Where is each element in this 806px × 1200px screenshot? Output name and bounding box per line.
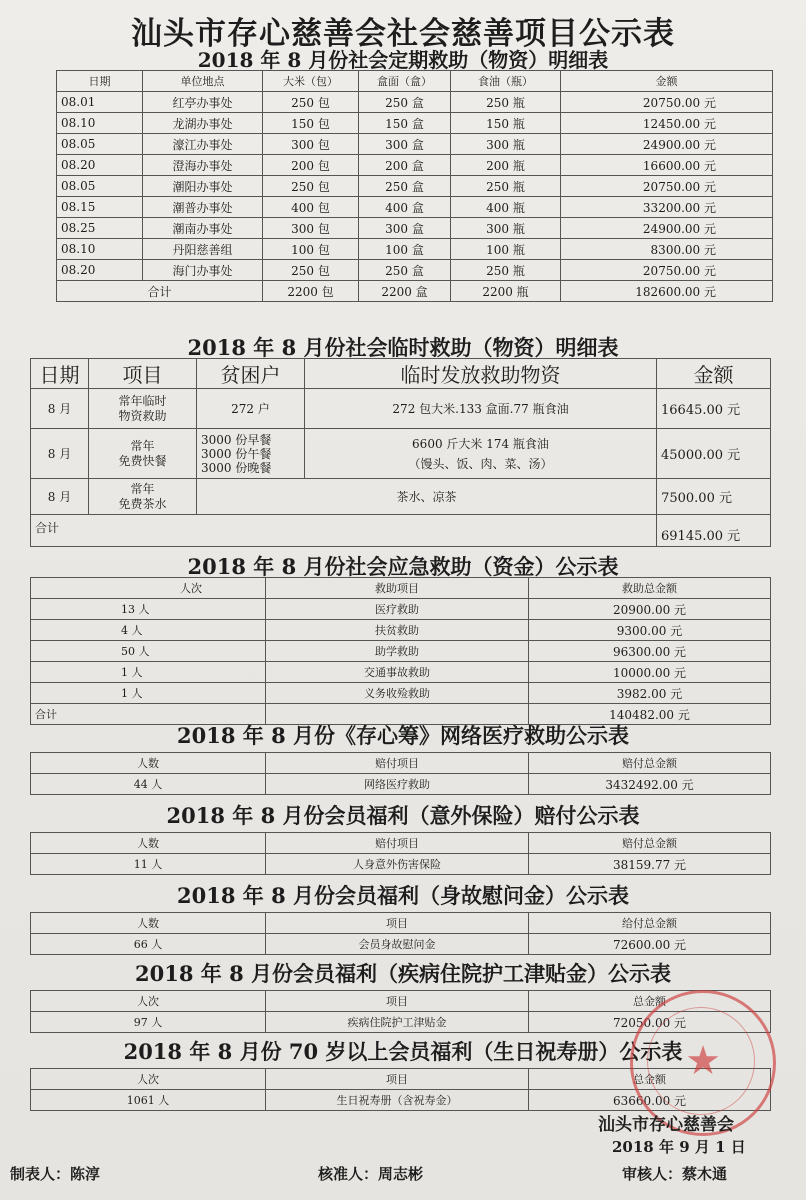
- total-row: [31, 515, 771, 547]
- table-cell: 1 人: [31, 662, 266, 683]
- star-icon: ★: [685, 1038, 721, 1084]
- table-cell: 7500.00 元: [657, 479, 771, 515]
- table-cell: 08.20: [57, 260, 143, 281]
- table-cell: 08.01: [57, 92, 143, 113]
- table-header: 金额: [657, 359, 771, 389]
- table-cell: 医疗救助: [266, 599, 529, 620]
- table-cell: 潮南办事处: [143, 218, 263, 239]
- table-row: [31, 662, 771, 683]
- table-cell: 3982.00 元: [529, 683, 771, 704]
- table-header: 赔付项目: [266, 833, 529, 854]
- table-cell: 200 包: [263, 155, 359, 176]
- table-header: 盒面（盒）: [359, 71, 451, 92]
- table-row: [31, 641, 771, 662]
- table-cell: 1061 人: [31, 1090, 266, 1111]
- s1-title: 2018 年 8 月份社会定期救助（物资）明细表: [197, 48, 609, 72]
- table-row: [31, 774, 771, 795]
- table-cell: 24900.00 元: [561, 134, 773, 155]
- table-cell: 11 人: [31, 854, 266, 875]
- table-cell: 20750.00 元: [561, 176, 773, 197]
- table-row: [57, 92, 773, 113]
- table-header-row: [31, 833, 771, 854]
- table-cell: 08.10: [57, 113, 143, 134]
- table-header: 人数: [31, 753, 266, 774]
- table-cell: 9300.00 元: [529, 620, 771, 641]
- table-cell: 69145.00 元: [657, 515, 771, 547]
- table-cell: 33200.00 元: [561, 197, 773, 218]
- table-cell: 13 人: [31, 599, 266, 620]
- table-cell: 交通事故救助: [266, 662, 529, 683]
- table-header: 项目: [266, 913, 529, 934]
- table-header: 项目: [89, 359, 197, 389]
- total-row: [57, 281, 773, 302]
- s7-title: 2018 年 8 月份会员福利（疾病住院护工津贴金）公示表: [135, 961, 671, 986]
- table-cell: 常年 免费茶水: [89, 479, 197, 515]
- table-cell: 3000 份早餐 3000 份午餐 3000 份晚餐: [197, 429, 305, 479]
- table-row: [57, 134, 773, 155]
- table-header: 日期: [57, 71, 143, 92]
- table-header: 单位地点: [143, 71, 263, 92]
- table-row: [31, 389, 771, 429]
- s1-table: [56, 70, 773, 302]
- table-cell: 16600.00 元: [561, 155, 773, 176]
- table-cell: 1 人: [31, 683, 266, 704]
- table-cell: 200 瓶: [451, 155, 561, 176]
- s3-title: 2018 年 8 月份社会应急救助（资金）公示表: [187, 554, 619, 579]
- table-cell: 97 人: [31, 1012, 266, 1033]
- table-cell: 250 盒: [359, 176, 451, 197]
- table-header: 金额: [561, 71, 773, 92]
- table-header: 给付总金额: [529, 913, 771, 934]
- table-cell: 272 户: [197, 389, 305, 429]
- table-cell: 08.10: [57, 239, 143, 260]
- table-header: 救助总金额: [529, 578, 771, 599]
- table-cell: 300 瓶: [451, 218, 561, 239]
- table-row: [31, 683, 771, 704]
- table-cell: 100 瓶: [451, 239, 561, 260]
- table-cell: 2200 盒: [359, 281, 451, 302]
- table-cell: 16645.00 元: [657, 389, 771, 429]
- table-row: [31, 934, 771, 955]
- table-cell: 茶水、凉茶: [197, 479, 657, 515]
- table-cell: 08.05: [57, 176, 143, 197]
- table-cell: 38159.77 元: [529, 854, 771, 875]
- s2-title: 2018 年 8 月份社会临时救助（物资）明细表: [187, 335, 619, 360]
- table-header: 大米（包）: [263, 71, 359, 92]
- table-row: [57, 155, 773, 176]
- table-cell: 20750.00 元: [561, 92, 773, 113]
- s5-table: [30, 832, 771, 875]
- table-cell: 4 人: [31, 620, 266, 641]
- table-cell: 300 盒: [359, 134, 451, 155]
- footer-org: 汕头市存心慈善会: [598, 1115, 734, 1135]
- table-cell: 20750.00 元: [561, 260, 773, 281]
- table-cell: 潮普办事处: [143, 197, 263, 218]
- table-cell: 人身意外伤害保险: [266, 854, 529, 875]
- table-header: 人次: [31, 1069, 266, 1090]
- table-cell: 澄海办事处: [143, 155, 263, 176]
- table-header-row: [31, 913, 771, 934]
- footer-date: 2018 年 9 月 1 日: [612, 1138, 746, 1156]
- s3-table: [30, 577, 771, 725]
- table-cell: 生日祝寿册（含祝寿金）: [266, 1090, 529, 1111]
- table-row: [57, 218, 773, 239]
- total-label: 合计: [31, 515, 657, 547]
- table-header-row: [31, 578, 771, 599]
- table-header: 总金额: [529, 991, 771, 1012]
- table-row: [31, 854, 771, 875]
- table-cell: 丹阳慈善组: [143, 239, 263, 260]
- s6-table: [30, 912, 771, 955]
- table-cell: 182600.00 元: [561, 281, 773, 302]
- footer-approver: 核准人：周志彬: [318, 1165, 424, 1183]
- table-header: 人次: [31, 578, 266, 599]
- table-cell: 250 包: [263, 92, 359, 113]
- table-header-row: [31, 359, 771, 389]
- table-cell: 400 盒: [359, 197, 451, 218]
- table-cell: 海门办事处: [143, 260, 263, 281]
- table-header: 总金额: [529, 1069, 771, 1090]
- table-row: [31, 479, 771, 515]
- table-row: [57, 113, 773, 134]
- table-row: [57, 176, 773, 197]
- table-row: [31, 620, 771, 641]
- table-cell: 08.20: [57, 155, 143, 176]
- table-cell: 08.25: [57, 218, 143, 239]
- s4-table: [30, 752, 771, 795]
- table-cell: 扶贫救助: [266, 620, 529, 641]
- table-cell: 250 包: [263, 176, 359, 197]
- table-cell: 50 人: [31, 641, 266, 662]
- table-cell: 2200 瓶: [451, 281, 561, 302]
- table-header: 赔付总金额: [529, 753, 771, 774]
- table-cell: 300 瓶: [451, 134, 561, 155]
- table-cell: 疾病住院护工津贴金: [266, 1012, 529, 1033]
- table-cell: 6600 斤大米 174 瓶食油 （馒头、饭、肉、菜、汤）: [305, 429, 657, 479]
- table-header: 食油（瓶）: [451, 71, 561, 92]
- footer-maker: 制表人：陈淳: [10, 1165, 101, 1183]
- table-cell: 250 瓶: [451, 260, 561, 281]
- table-cell: 272 包大米.133 盒面.77 瓶食油: [305, 389, 657, 429]
- table-cell: 08.05: [57, 134, 143, 155]
- table-cell: 8300.00 元: [561, 239, 773, 260]
- table-cell: 200 盒: [359, 155, 451, 176]
- table-cell: 常年 免费快餐: [89, 429, 197, 479]
- table-cell: 8 月: [31, 479, 89, 515]
- table-cell: 72600.00 元: [529, 934, 771, 955]
- table-cell: 44 人: [31, 774, 266, 795]
- table-cell: 250 瓶: [451, 92, 561, 113]
- table-cell: 8 月: [31, 429, 89, 479]
- table-cell: 2200 包: [263, 281, 359, 302]
- total-label: 合计: [57, 281, 263, 302]
- table-cell: 63660.00 元: [529, 1090, 771, 1111]
- table-cell: 100 包: [263, 239, 359, 260]
- table-row: [57, 239, 773, 260]
- table-cell: 常年临时 物资救助: [89, 389, 197, 429]
- table-header: 人数: [31, 913, 266, 934]
- s2-table: [30, 358, 771, 547]
- table-header: 人数: [31, 833, 266, 854]
- total-label: 合计: [31, 704, 266, 725]
- table-cell: 会员身故慰问金: [266, 934, 529, 955]
- table-cell: 网络医疗救助: [266, 774, 529, 795]
- table-cell: 150 包: [263, 113, 359, 134]
- table-cell: 100 盒: [359, 239, 451, 260]
- table-row: [57, 197, 773, 218]
- table-cell: 150 瓶: [451, 113, 561, 134]
- table-cell: 濠江办事处: [143, 134, 263, 155]
- main-title: 汕头市存心慈善会社会慈善项目公示表: [131, 16, 675, 52]
- table-cell: 10000.00 元: [529, 662, 771, 683]
- table-header: 贫困户: [197, 359, 305, 389]
- s8-title: 2018 年 8 月份 70 岁以上会员福利（生日祝寿册）公示表: [123, 1039, 683, 1064]
- table-cell: 300 盒: [359, 218, 451, 239]
- table-row: [57, 260, 773, 281]
- table-cell: 3432492.00 元: [529, 774, 771, 795]
- table-cell: 96300.00 元: [529, 641, 771, 662]
- table-cell: 300 包: [263, 218, 359, 239]
- table-cell: 400 瓶: [451, 197, 561, 218]
- table-header-row: [57, 71, 773, 92]
- table-cell: 300 包: [263, 134, 359, 155]
- table-cell: 250 瓶: [451, 176, 561, 197]
- table-header-row: [31, 753, 771, 774]
- s5-title: 2018 年 8 月份会员福利（意外保险）赔付公示表: [166, 803, 640, 828]
- table-header: 日期: [31, 359, 89, 389]
- table-cell: 140482.00 元: [529, 704, 771, 725]
- table-cell: 45000.00 元: [657, 429, 771, 479]
- table-cell: 20900.00 元: [529, 599, 771, 620]
- table-cell: 12450.00 元: [561, 113, 773, 134]
- table-cell: 150 盒: [359, 113, 451, 134]
- table-header: 赔付项目: [266, 753, 529, 774]
- table-cell: 250 包: [263, 260, 359, 281]
- table-cell: 助学救助: [266, 641, 529, 662]
- table-cell: 250 盒: [359, 260, 451, 281]
- table-cell: 24900.00 元: [561, 218, 773, 239]
- table-cell: 红亭办事处: [143, 92, 263, 113]
- table-row: [31, 599, 771, 620]
- table-cell: 8 月: [31, 389, 89, 429]
- table-cell: 400 包: [263, 197, 359, 218]
- table-cell: 72050.00 元: [529, 1012, 771, 1033]
- table-cell: 66 人: [31, 934, 266, 955]
- table-row: [31, 429, 771, 479]
- table-cell: 08.15: [57, 197, 143, 218]
- table-cell: 义务收殓救助: [266, 683, 529, 704]
- table-cell: 250 盒: [359, 92, 451, 113]
- table-header: 救助项目: [266, 578, 529, 599]
- footer-reviewer: 审核人：蔡木通: [622, 1165, 728, 1183]
- s4-title: 2018 年 8 月份《存心筹》网络医疗救助公示表: [177, 723, 629, 748]
- table-header: 临时发放救助物资: [305, 359, 657, 389]
- s6-title: 2018 年 8 月份会员福利（身故慰问金）公示表: [177, 883, 629, 908]
- table-header: 赔付总金额: [529, 833, 771, 854]
- table-header: 人次: [31, 991, 266, 1012]
- table-cell: 龙湖办事处: [143, 113, 263, 134]
- table-header: 项目: [266, 991, 529, 1012]
- table-header: 项目: [266, 1069, 529, 1090]
- table-cell: 潮阳办事处: [143, 176, 263, 197]
